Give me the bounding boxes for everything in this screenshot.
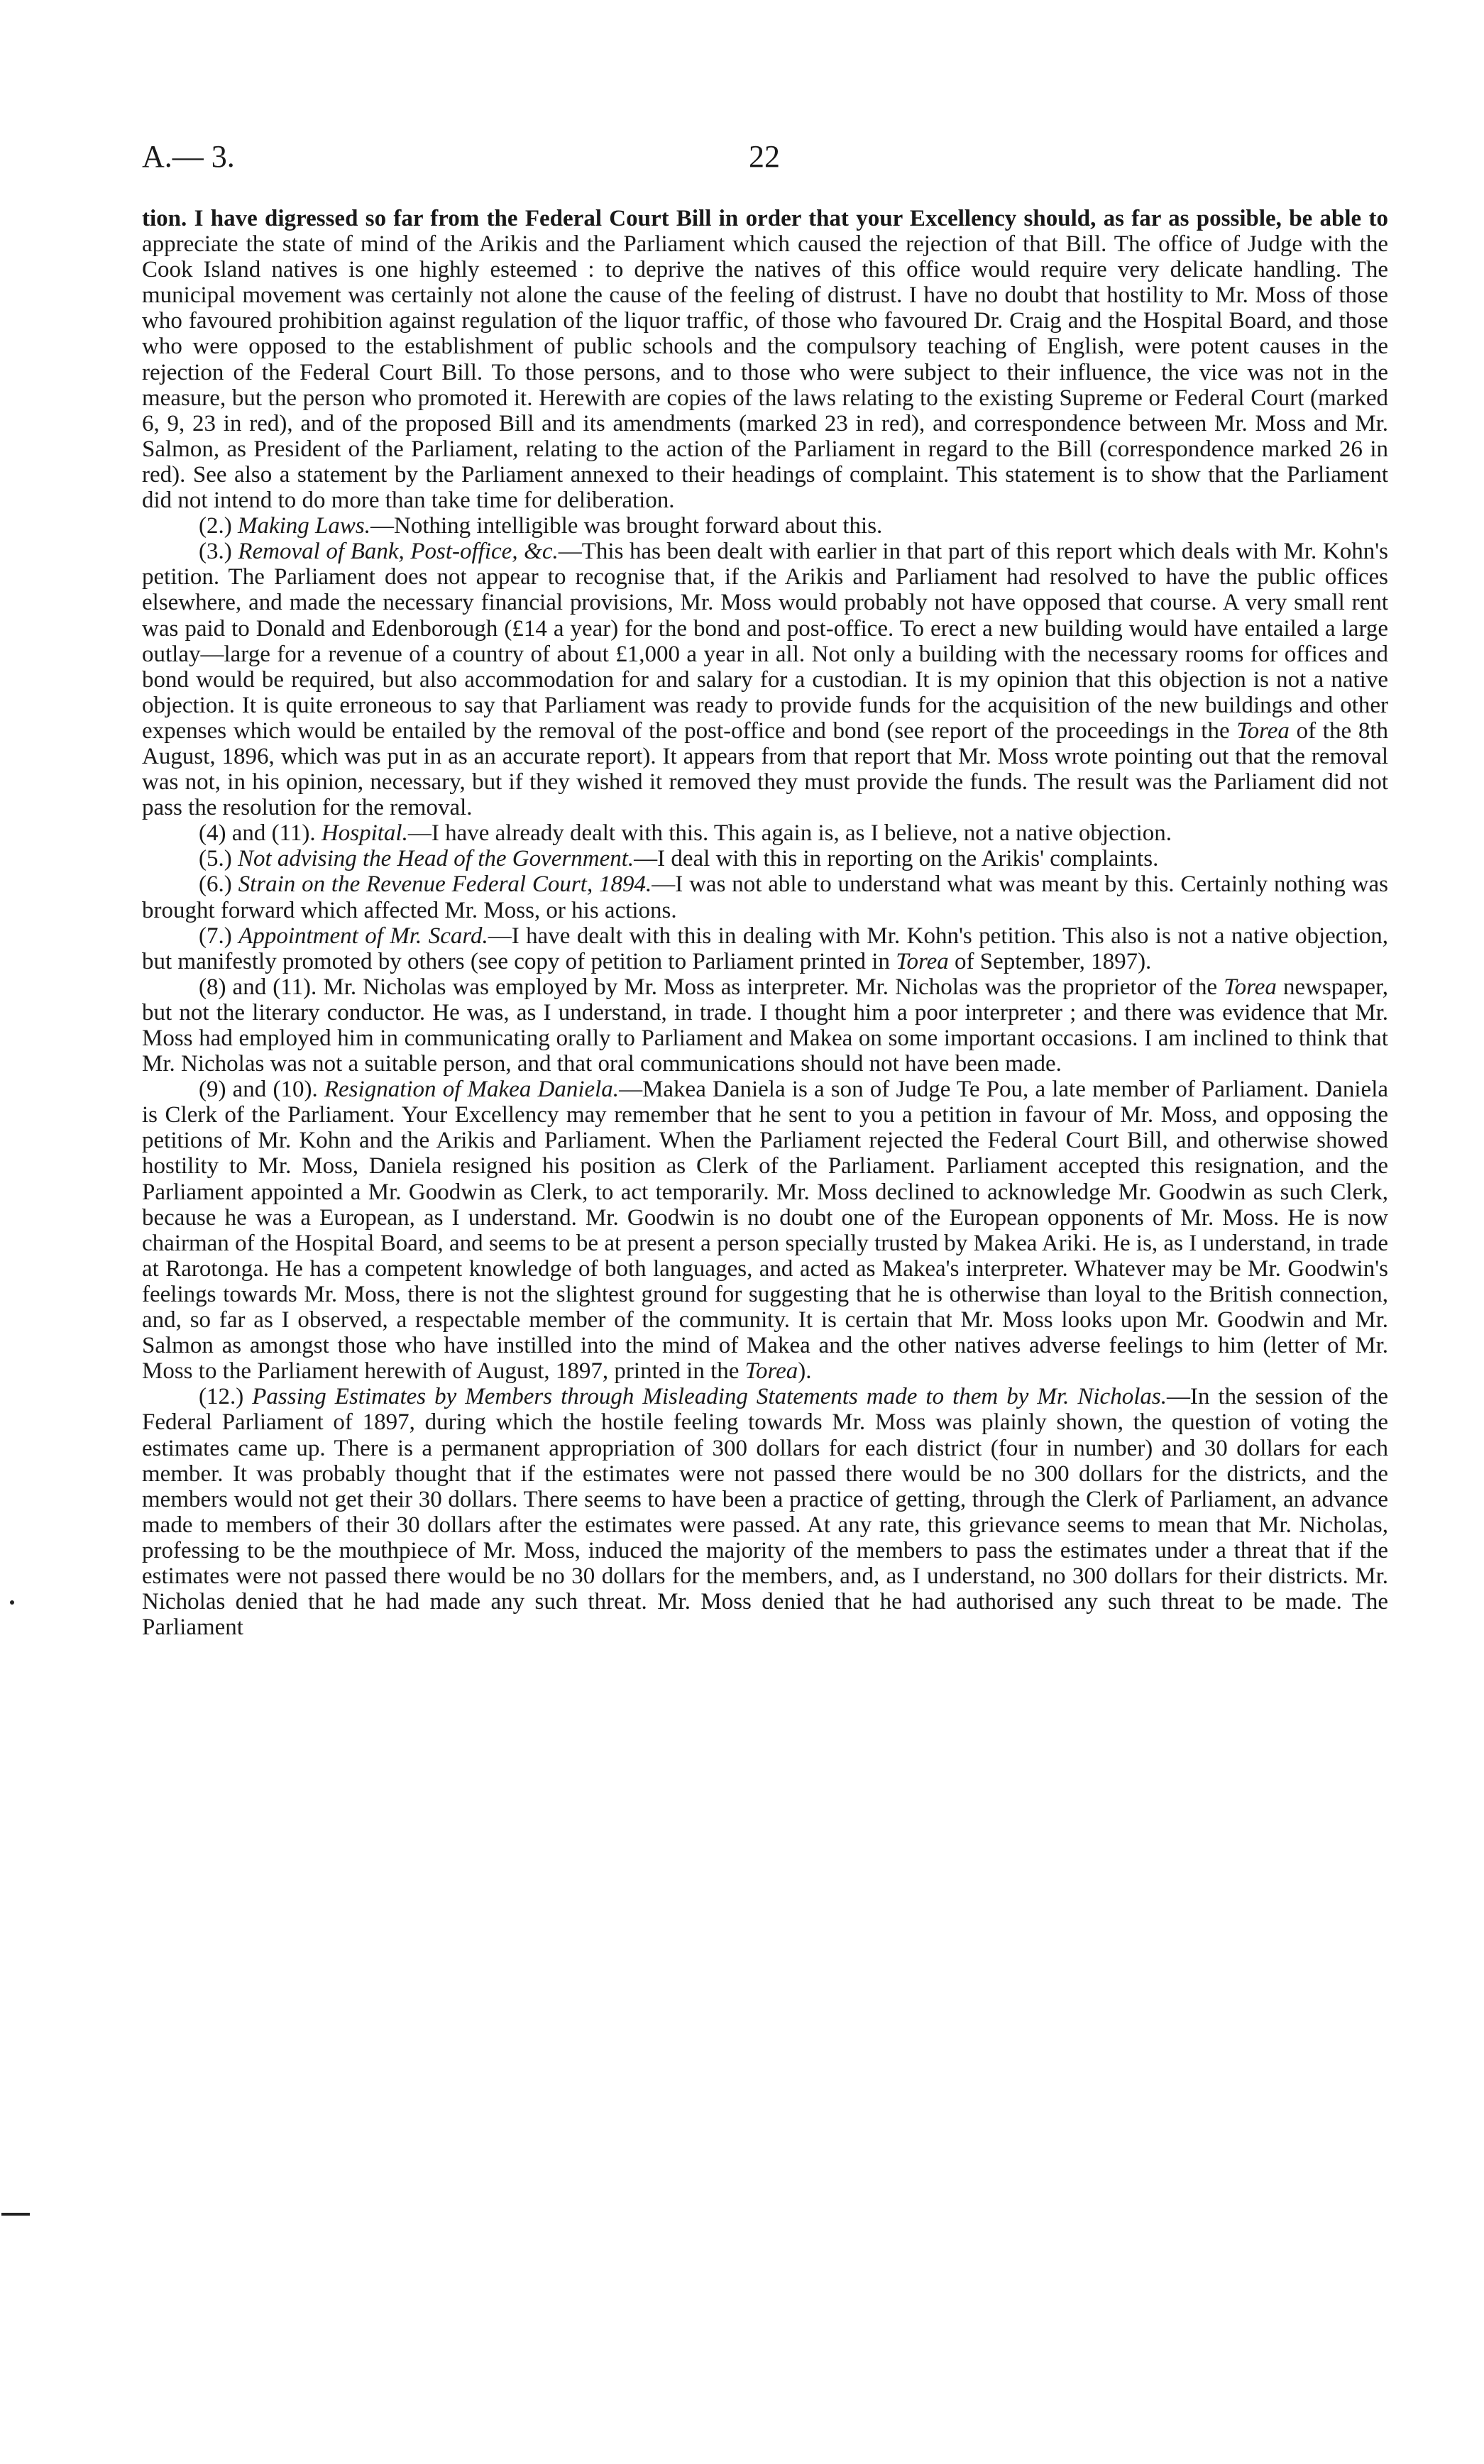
paragraph-not-advising	[142, 846, 1388, 871]
text-run: of the 8th August, 1896, which was put in as an accurate report). It appears from that report that Mr. Moss wrote pointing out that the removal was not, in his opinion, necessary, but if they wished it removed they must provide the funds. The result was the Parliament did not pass the resolution for the removal.	[142, 717, 1388, 821]
text-run: ).	[798, 1358, 812, 1385]
item-number: (12.)	[199, 1384, 253, 1410]
paragraph-making-laws	[142, 513, 1388, 539]
paper-reference: A.— 3.	[142, 139, 235, 174]
item-heading: Strain on the Revenue Federal Court, 1894.	[238, 871, 652, 898]
item-heading: Hospital.	[321, 820, 408, 847]
text-run: (8) and (11). Mr. Nicholas was employed by Mr. Moss as interpreter. Mr. Nicholas was the proprietor of the	[199, 974, 1224, 1000]
paragraph-appointment-scard	[142, 923, 1388, 974]
newspaper-title: Torea	[1224, 974, 1277, 1000]
text-run: of September, 1897).	[948, 948, 1152, 974]
text-run: —Makea Daniela is a son of Judge Te Pou, a late member of Parliament. Daniela is Clerk of the Parliament. Your Excellency may remember that he sent to you a petition in favour of Mr. Moss, and opposing the petitions of Mr. Kohn and the Arikis and Parliament. When the Parliament rejected the Federal Court Bill, and otherwise showed hostility to Mr. Moss, Daniela resigned his position as Clerk of the Parliament. Parliament accepted this resignation, and the Parliament appointed a Mr. Goodwin as Clerk, to act temporarily. Mr. Moss declined to acknowledge Mr. Goodwin as such Clerk, because he was a European, as I understand. Mr. Goodwin is no doubt one of the European opponents of Mr. Moss. He is now chairman of the Hospital Board, and seems to be at present a person specially trusted by Makea Ariki. He is, as I understand, in trade at Rarotonga. He has a competent knowledge of both languages, and acted as Makea's interpreter. Whatever may be Mr. Goodwin's feelings towards Mr. Moss, there is not the slightest ground for suggesting that he is otherwise than loyal to the British connection, and, so far as I observed, a respectable member of the community. It is certain that Mr. Moss looks upon Mr. Goodwin and Mr. Salmon as amongst those who have instilled into the mind of Makea and the other natives adverse feelings to him (letter of Mr. Moss to the Parliament herewith of August, 1897, printed in the	[142, 1077, 1389, 1385]
text-run: —This has been dealt with earlier in that part of this report which deals with Mr. Kohn's petition. The Parliament does not appear to recognise that, if the Arikis and Parliament had resolved to have the public offices elsewhere, and made the necessary financial provisions, Mr. Moss would probably not have opposed that course. A very small rent was paid to Donald and Edenborough (£14 a year) for the bond and post-office. To erect a new building would have entailed a large outlay—large for a revenue of a country of about £1,000 a year in all. Not only a building with the necessary rooms for offices and bond would be required, but also accommodation for and salary for a custodian. It is my opinion that this objection is not a native objection. It is quite erroneous to say that Parliament was ready to provide funds for the acquisition of the new buildings and other expenses which would be entailed by the removal of the post-office and bond (see report of the proceedings in the	[142, 539, 1388, 744]
text-run: tion. I have digressed so far from the Federal Court Bill in order that your Excellency should, as far as possible, be able to appreciate the state of mind of the Arikis and the Parliament which caused the rejection of that Bill. The office of Judge with the Cook Island natives is one highly esteemed : to deprive the natives of this office would require very delicate handling. The municipal movement was certainly not alone the cause of the feeling of distrust. I have no doubt that hostility to Mr. Moss of those who favoured prohibition against regulation of the liquor traffic, of those who favoured Dr. Craig and the Hospital Board, and those who were opposed to the establishment of public schools and the compulsory teaching of English, were potent causes in the rejection of the Federal Court Bill. To those persons, and to those who were subject to their influence, the vice was not in the measure, but the person who promoted it. Herewith are copies of the laws relating to the existing Supreme or Federal Court (marked 6, 9, 23 in red), and of the proposed Bill and its amendments (marked 23 in red), and correspondence between Mr. Moss and Mr. Salmon, as President of the Parliament, relating to the action of the Parliament in regard to the Bill (correspondence marked 26 in red). See also a statement by the Parliament annexed to their headings of complaint. This statement is to show that the Parliament did not intend to do more than take time for deliberation.	[142, 206, 1388, 514]
item-heading: Making Laws.	[237, 513, 370, 539]
newspaper-title: Torea	[744, 1358, 798, 1385]
text-run: —I was not able to understand what was meant by this. Certainly nothing was brought forward which affected Mr. Moss, or his actions.	[142, 871, 1388, 923]
page-number: 22	[749, 139, 780, 174]
paragraph-interpreter	[142, 974, 1388, 1077]
item-number: (5.)	[199, 846, 238, 872]
item-heading: Appointment of Mr. Scard.	[238, 923, 488, 949]
item-number: (9) and (10).	[199, 1077, 324, 1103]
item-number: (2.)	[199, 513, 238, 539]
paragraph-continuation	[142, 206, 1388, 513]
item-number: (6.)	[199, 871, 238, 898]
paragraph-hospital	[142, 820, 1388, 846]
text-run: —I have dealt with this in dealing with Mr. Kohn's petition. This also is not a native objection, but manifestly promoted by others (see copy of petition to Parliament printed in	[142, 923, 1389, 974]
text-run: —I deal with this in reporting on the Arikis' complaints.	[634, 846, 1159, 872]
item-heading: Not advising the Head of the Government.	[237, 846, 634, 872]
body-text	[142, 206, 1388, 1640]
margin-dot	[10, 1600, 14, 1605]
paragraph-passing-estimates	[142, 1384, 1388, 1640]
item-heading: Passing Estimates by Members through Misleading Statements made to them by Mr. Nicholas.	[252, 1384, 1167, 1410]
text-run: —In the session of the Federal Parliament of 1897, during which the hostile feeling towards Mr. Moss was plainly shown, the question of voting the estimates came up. There is a permanent appropriation of 300 dollars for each district (four in number) and 30 dollars for each member. It was probably thought that if the estimates were not passed there would be no 300 dollars for the districts, and the members would not get their 30 dollars. There seems to have been a practice of getting, through the Clerk of Parliament, an advance made to members of their 30 dollars after the estimates were passed. At any rate, this grievance seems to mean that Mr. Nicholas, professing to be the mouthpiece of Mr. Moss, induced the majority of the members to pass the estimates under a threat that if the estimates were not passed there would be no 30 dollars for the members, and, as I understand, no 300 dollars for their districts. Mr. Nicholas denied that he had made any such threat. Mr. Moss denied that he had authorised any such threat to be made. The Parliament	[142, 1384, 1388, 1641]
newspaper-title: Torea	[896, 948, 949, 974]
paragraph-strain-on-revenue	[142, 871, 1388, 923]
text-run: newspaper, but not the literary conductor. He was, as I understand, in trade. I thought him a poor interpreter ; and there was evidence that Mr. Moss had employed him in communicating orally to Parliament and Makea on some important occasions. I am inclined to think that Mr. Nicholas was not a suitable person, and that oral communications should not have been made.	[142, 974, 1388, 1077]
text-run: —Nothing intelligible was brought forward about this.	[370, 513, 883, 539]
text-run: —I have already dealt with this. This again is, as I believe, not a native objection.	[407, 820, 1172, 847]
page-header	[142, 138, 1388, 181]
paragraph-removal-of-bank	[142, 539, 1388, 820]
item-number: (7.)	[199, 923, 239, 949]
margin-dash	[1, 2213, 30, 2216]
newspaper-title: Torea	[1236, 717, 1290, 744]
item-number: (3.)	[199, 539, 238, 565]
item-heading: Removal of Bank, Post-office, &c.	[238, 539, 559, 565]
paragraph-resignation	[142, 1077, 1388, 1384]
item-heading: Resignation of Makea Daniela.	[324, 1077, 620, 1103]
item-number: (4) and (11).	[199, 820, 321, 847]
